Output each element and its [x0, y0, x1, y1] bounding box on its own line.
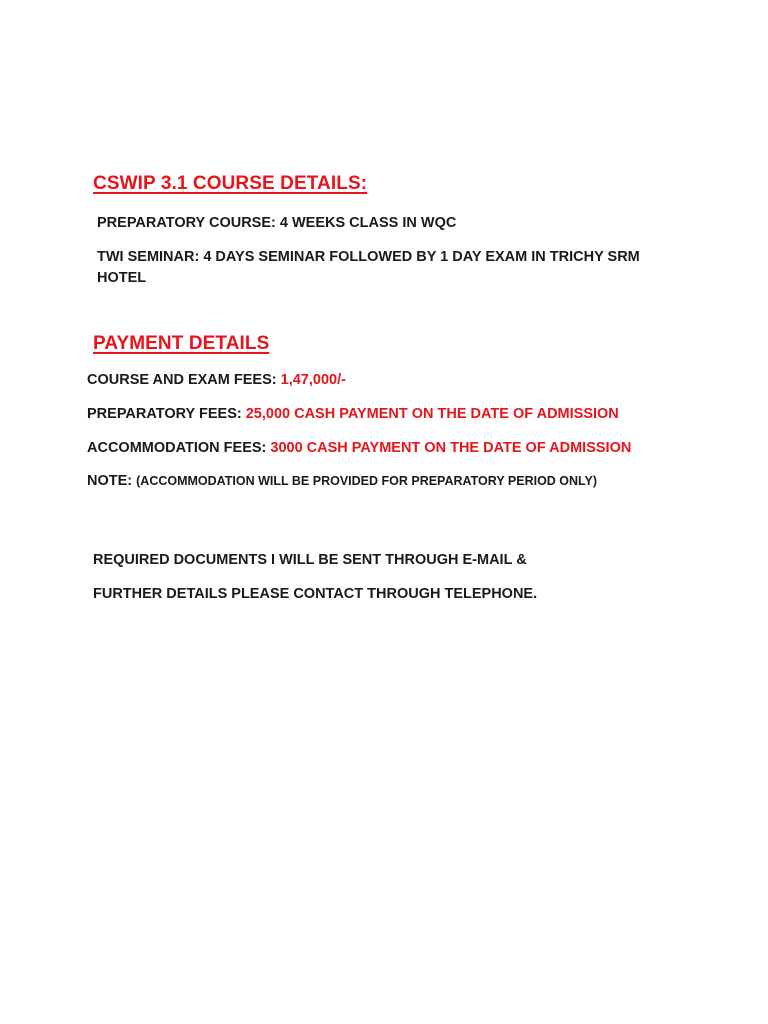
- note-line: [87, 471, 597, 492]
- preparatory-fees-value: 25,000 CASH PAYMENT ON THE DATE OF ADMISSION: [245, 406, 619, 422]
- course-exam-fees-value: 1,47,000/-: [280, 372, 346, 388]
- course-details-heading: CSWIP 3.1 COURSE DETAILS:: [93, 173, 368, 194]
- accommodation-fees-label: ACCOMMODATION FEES:: [87, 440, 271, 456]
- preparatory-course-line: PREPARATORY COURSE: 4 WEEKS CLASS IN WQC: [97, 215, 457, 231]
- note-value: (ACCOMMODATION WILL BE PROVIDED FOR PREPARATORY PERIOD ONLY): [136, 474, 598, 488]
- accommodation-fees-line: [87, 438, 631, 459]
- twi-seminar-line: TWI SEMINAR: 4 DAYS SEMINAR FOLLOWED BY 1 DAY EXAM IN TRICHY SRM HOTEL: [97, 249, 640, 286]
- accommodation-fees-value: 3000 CASH PAYMENT ON THE DATE OF ADMISSION: [270, 440, 632, 456]
- preparatory-fees-label: PREPARATORY FEES:: [87, 406, 246, 422]
- course-exam-fees-line: [87, 370, 346, 391]
- preparatory-fees-line: [87, 404, 619, 425]
- note-label: NOTE:: [87, 473, 137, 489]
- payment-details-heading: PAYMENT DETAILS: [93, 333, 270, 354]
- further-details-line: FURTHER DETAILS PLEASE CONTACT THROUGH TELEPHONE.: [93, 586, 538, 602]
- required-documents-line: REQUIRED DOCUMENTS I WILL BE SENT THROUGH E-MAIL &: [93, 552, 527, 568]
- course-exam-fees-label: COURSE AND EXAM FEES:: [87, 372, 281, 388]
